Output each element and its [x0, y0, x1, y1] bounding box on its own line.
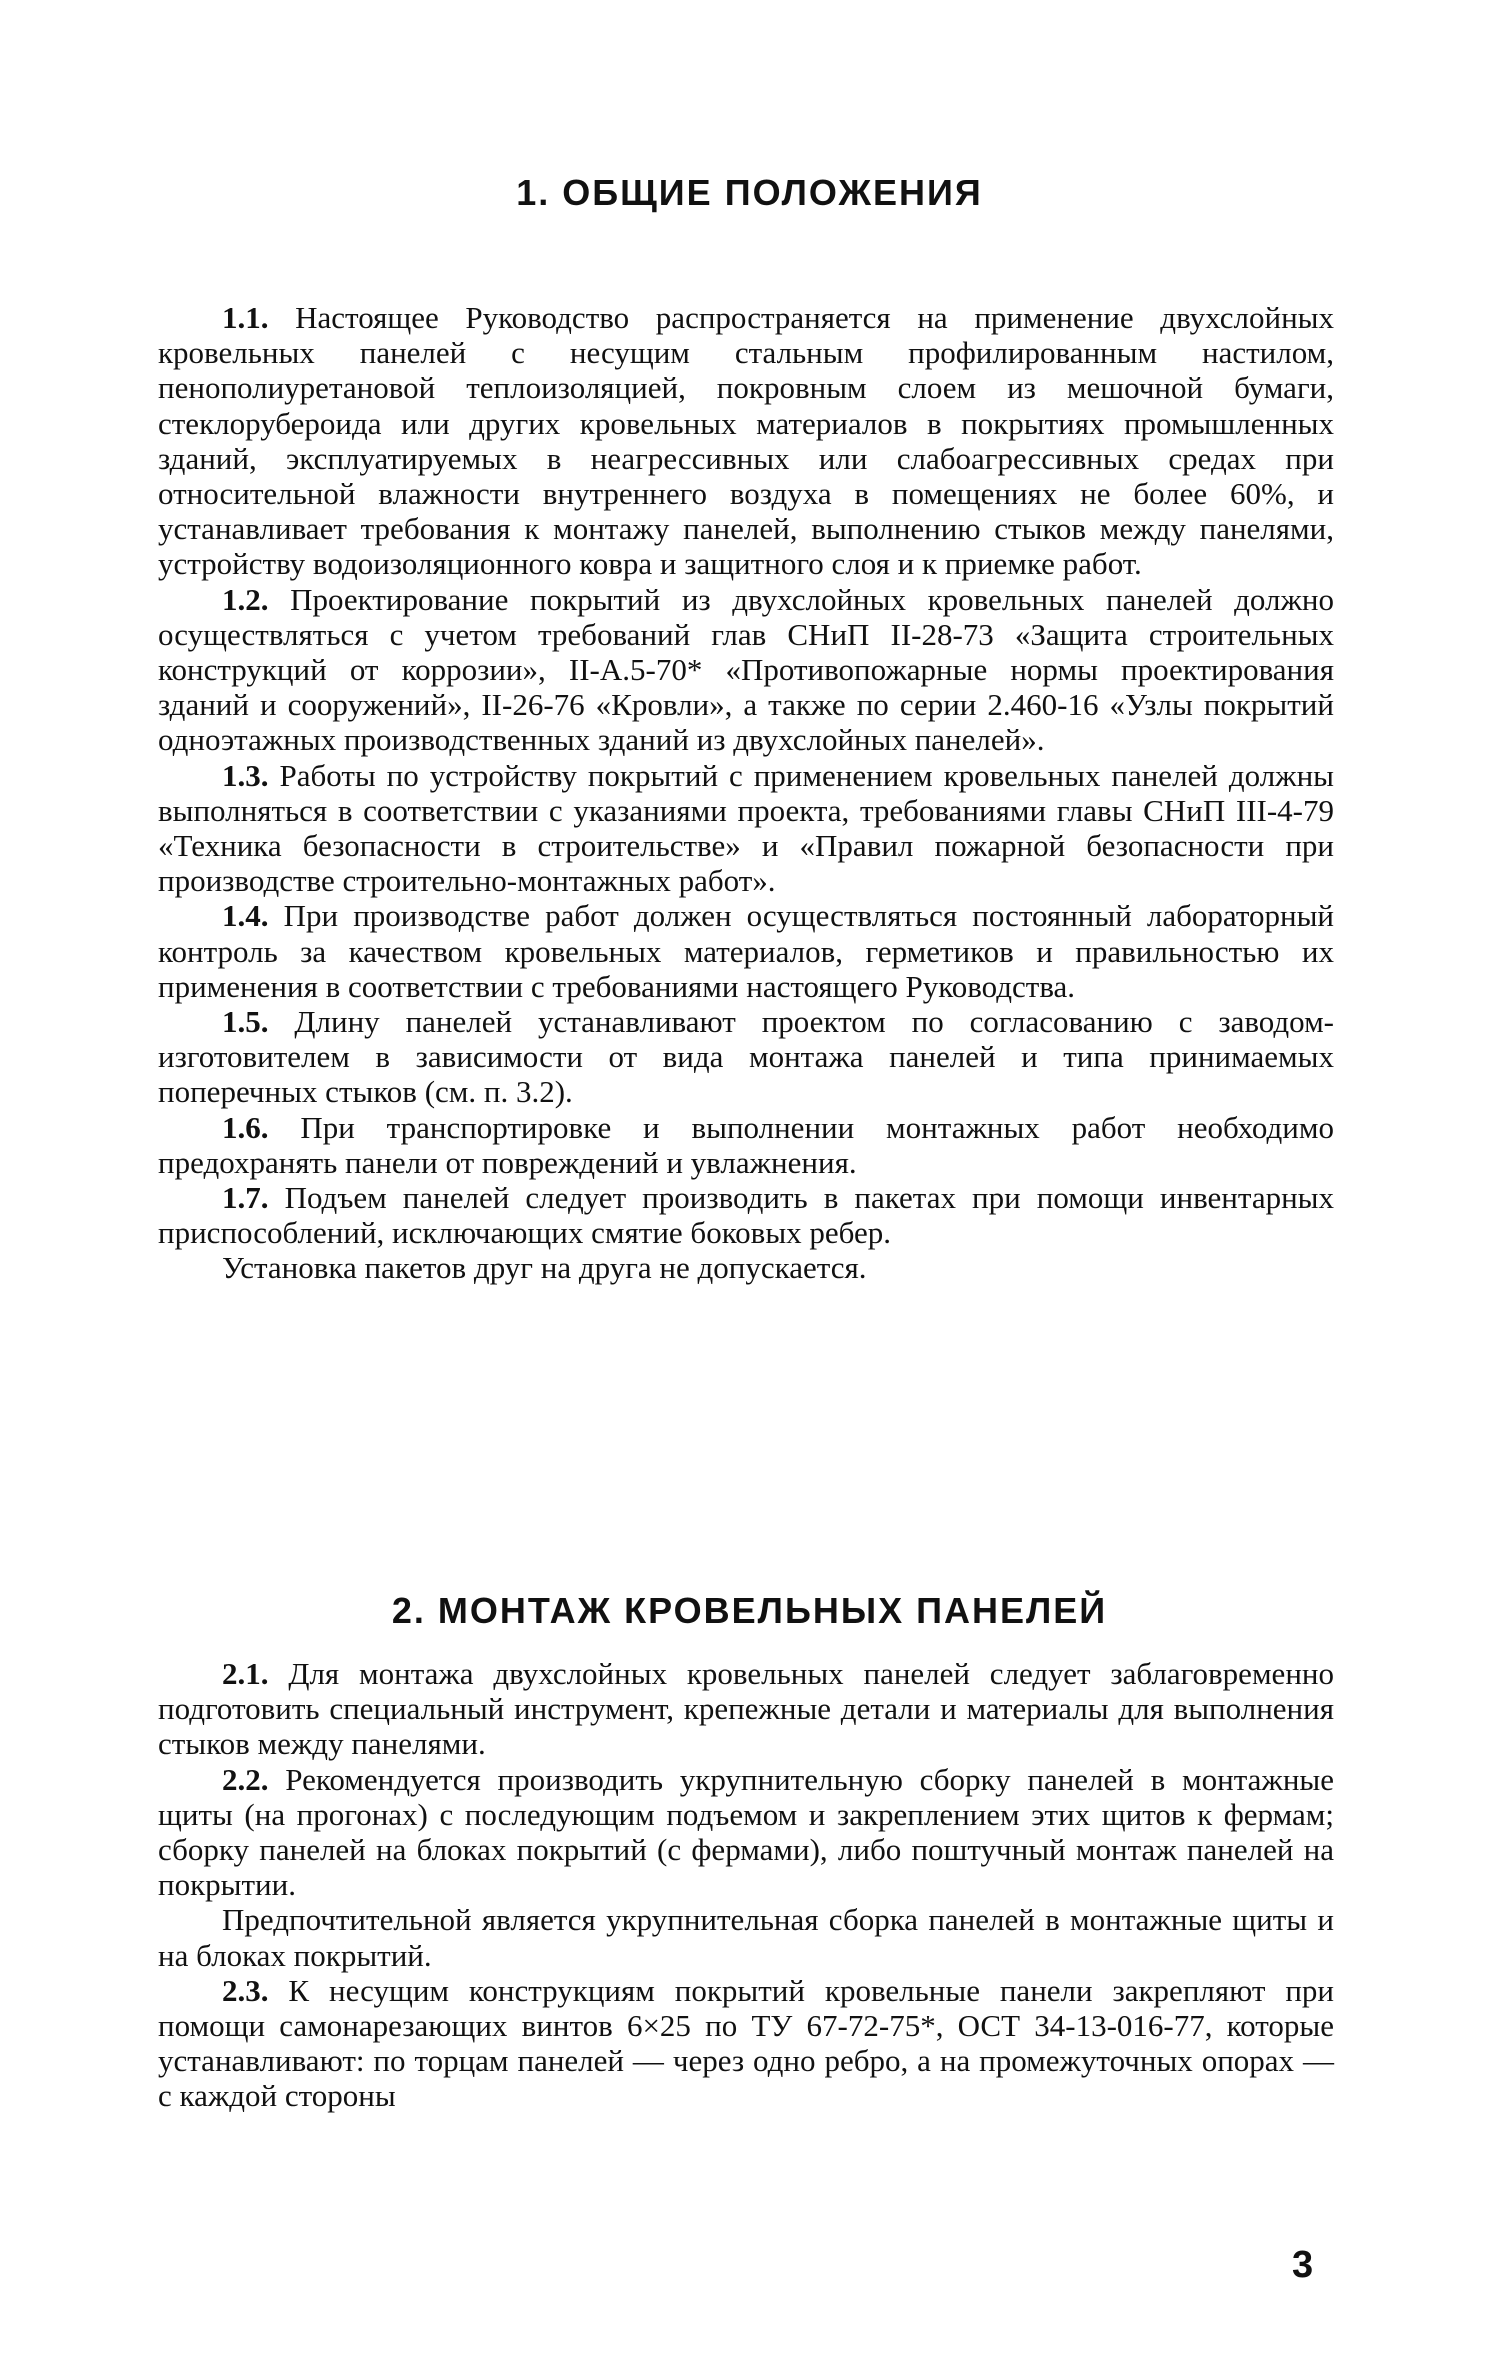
paragraph-text: Установка пакетов друг на друга не допускается. — [222, 1250, 867, 1286]
paragraph-number: 2.1. — [222, 1656, 269, 1691]
paragraph-number: 2.2. — [222, 1761, 269, 1797]
paragraph-text: При производстве работ должен осуществляться постоянный лабораторный контроль за качеством кровельных материалов, герметиков и правильностью их применения в соответствии с требованиями настоящего Руководства. — [158, 898, 1335, 1004]
paragraph-1-2 — [158, 582, 1334, 758]
paragraph-2-2 — [158, 1762, 1334, 1903]
paragraph-number: 1.3. — [222, 757, 269, 793]
paragraph-number: 1.6. — [222, 1109, 269, 1145]
paragraph-2-3 — [158, 1973, 1334, 2114]
paragraph-text: Длину панелей устанавливают проектом по согласованию с заводом-изготовителем в зависимости от вида монтажа панелей и типа принимаемых поперечных стыков (см. п. 3.2). — [158, 1004, 1335, 1110]
paragraph-text: К несущим конструкциям покрытий кровельные панели закрепляют при помощи самонарезающих винтов 6×25 по ТУ 67-72-75*, ОСТ 34-13-016-77, которые устанавливают: по торцам панелей — через одно ребро, а на промежуточных опорах — с каждой стороны — [158, 1972, 1335, 2114]
section-1-heading: 1. ОБЩИЕ ПОЛОЖЕНИЯ — [516, 172, 983, 213]
paragraph-2-2-note — [158, 1902, 1334, 1972]
section-1-body — [158, 300, 1334, 1286]
paragraph-number: 1.1. — [222, 300, 269, 335]
paragraph-text: Настоящее Руководство распространяется на применение двухслойных кровельных панелей с несущим стальным профилированным настилом, пенополиуретановой теплоизоляцией, покровным слоем из мешочной бумаги, стеклорубероида или других кровельных материалов в покрытиях промышленных зданий, эксплуатируемых в неагрессивных или слабоагрессивных средах при относительной влажности внутреннего воздуха в помещениях не более 60%, и устанавливает требования к монтажу панелей, выполнению стыков между панелями, устройству водоизоляционного ковра и защитного слоя и к приемке работ. — [158, 300, 1335, 582]
section-2-heading: 2. МОНТАЖ КРОВЕЛЬНЫХ ПАНЕЛЕЙ — [391, 1590, 1108, 1631]
paragraph-text: Проектирование покрытий из двухслойных кровельных панелей должно осуществляться с учетом требований глав СНиП II-28-73 «Защита строительных конструкций от коррозии», II-А.5-70* «Противопожарные нормы проектирования зданий и сооружений», II-26-76 «Кровли», а также по серии 2.460-16 «Узлы покрытий одноэтажных производственных зданий из двухслойных панелей». — [158, 581, 1334, 758]
paragraph-2-1 — [158, 1656, 1334, 1762]
paragraph-1-1 — [158, 300, 1334, 582]
paragraph-1-7 — [158, 1180, 1334, 1250]
paragraph-number: 2.3. — [222, 1972, 269, 2008]
paragraph-text: При транспортировке и выполнении монтажных работ необходимо предохранять панели от повреждений и увлажнения. — [158, 1109, 1334, 1180]
paragraph-1-6 — [158, 1110, 1334, 1180]
paragraph-number: 1.7. — [222, 1180, 269, 1216]
paragraph-1-4 — [158, 898, 1334, 1004]
paragraph-1-5 — [158, 1004, 1334, 1110]
paragraph-text: Работы по устройству покрытий с применением кровельных панелей должны выполняться в соответствии с указаниями проекта, требованиями главы СНиП III-4-79 «Техника безопасности в строительстве» и «Правил пожарной безопасности при производстве строительно-монтажных работ». — [158, 757, 1335, 899]
paragraph-number: 1.5. — [222, 1004, 269, 1040]
section-2-body — [158, 1656, 1334, 2114]
paragraph-1-3 — [158, 758, 1334, 899]
paragraph-text: Для монтажа двухслойных кровельных панелей следует заблаговременно подготовить специальный инструмент, крепежные детали и материалы для выполнения стыков между панелями. — [158, 1656, 1334, 1762]
paragraph-text: Предпочтительной является укрупнительная сборка панелей в монтажные щиты и на блоках покрытий. — [158, 1902, 1334, 1973]
paragraph-number: 1.2. — [222, 581, 269, 617]
paragraph-text: Рекомендуется производить укрупнительную сборку панелей в монтажные щиты (на прогонах) с последующим подъемом и закреплением этих щитов к фермам; сборку панелей на блоках покрытий (с фермами), либо поштучный монтаж панелей на покрытии. — [158, 1761, 1334, 1903]
paragraph-number: 1.4. — [222, 898, 269, 934]
paragraph-1-7-note — [158, 1250, 1334, 1285]
paragraph-text: Подъем панелей следует производить в пакетах при помощи инвентарных приспособлений, исключающих смятие боковых ребер. — [158, 1180, 1335, 1251]
page-number: 3 — [1292, 2244, 1314, 2286]
